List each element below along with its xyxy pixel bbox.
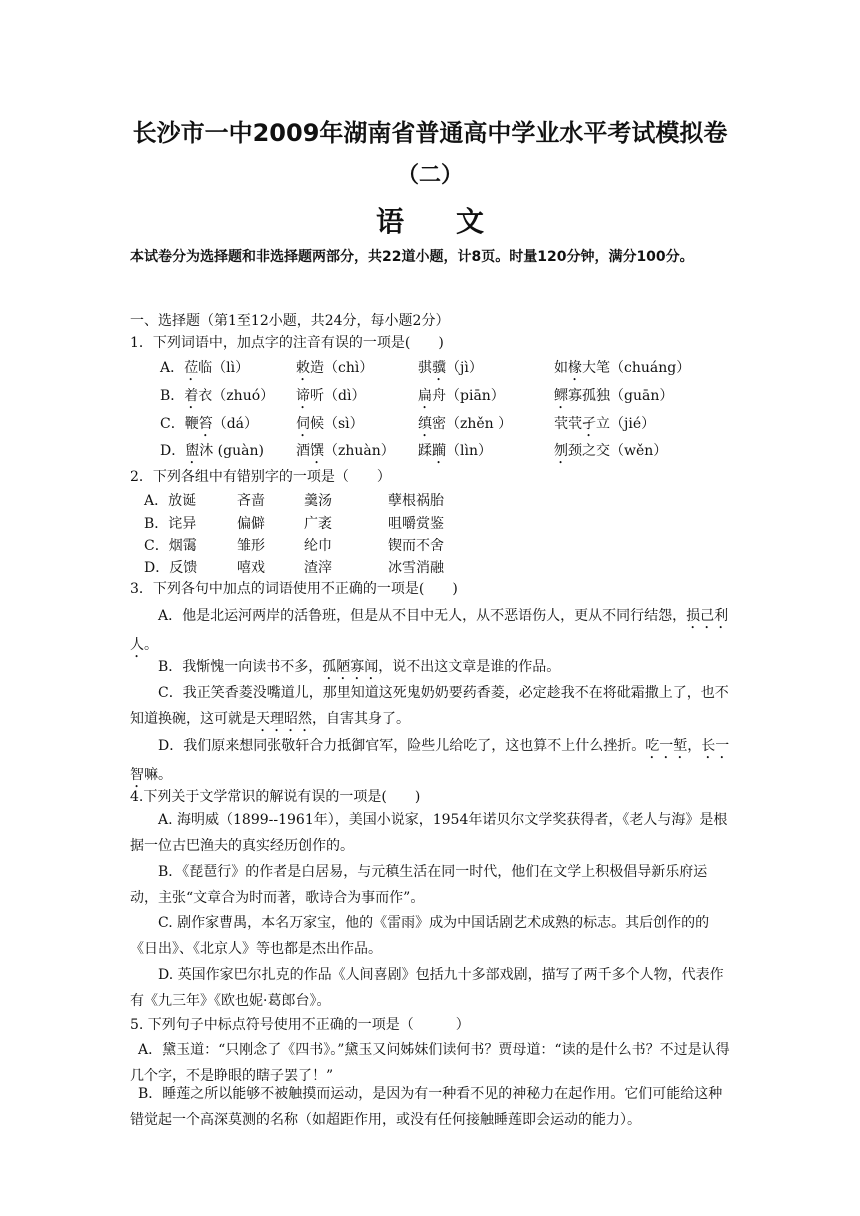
q2-a-2: 吝啬 bbox=[237, 493, 265, 509]
q4-option-b: B．《琵琶行》的作者是白居易，与元稹生活在同一时代，他们在文学上积极倡导新乐府运动，主张“文章合为时而著，歌诗合为事而作”。 bbox=[130, 864, 708, 906]
q2-d-2: 嘻戏 bbox=[237, 560, 265, 576]
q2-b-2: 偏僻 bbox=[237, 516, 265, 532]
q2-b-3: 广袤 bbox=[304, 516, 332, 532]
q3-c-dotted: 天理昭然 bbox=[256, 711, 312, 727]
q2-d-3: 渣滓 bbox=[304, 560, 332, 576]
question-1-stem: 1．下列词语中，加点字的注音有误的一项是( ) bbox=[130, 335, 444, 351]
q3-d-dotted: 吃一堑，长一智 bbox=[130, 738, 730, 783]
q2-b-4: 咀嚼赏鉴 bbox=[388, 516, 444, 532]
q1-b-2: 谛听（dì） bbox=[296, 388, 366, 404]
q2-d-4: 冰雪消融 bbox=[388, 560, 444, 576]
section-heading: 一、选择题（第1至12小题，共24分，每小题2分） bbox=[130, 313, 450, 329]
q3-c-end: ，自害其身了。 bbox=[312, 711, 410, 727]
q3-d-text: D．我们原来想同张敬轩合力抵御官军，险些儿给吃了，这也算不上什么挫折。 bbox=[158, 738, 646, 754]
exam-subtitle: （二） bbox=[396, 163, 463, 188]
q1-b-3: 扁舟（piān） bbox=[418, 388, 505, 404]
q3-b-end: ，说不出这文章是谁的作品。 bbox=[378, 659, 561, 675]
q5-option-a: A．黛玉道：“只刚念了《四书》。”黛玉又问姊妹们读何书？贾母道：“读的是什么书？不过是认得几个字，不是睁眼的瞎子罢了！” bbox=[130, 1042, 730, 1084]
q3-b-dotted: 孤陋寡闻 bbox=[322, 659, 379, 675]
q1-c-2: 伺候（sì） bbox=[296, 416, 364, 432]
q1-a-2: 敕造（chì） bbox=[296, 360, 374, 376]
q3-c-text: C．我正笑香菱没嘴道儿，那里知道这死鬼奶奶要药香菱，必定趁我不在将砒霜撒上了，也不知道换碗，这可就是 bbox=[130, 685, 729, 727]
q3-option-d bbox=[130, 733, 735, 791]
q2-c-1: C．烟霭 bbox=[144, 538, 197, 554]
q3-a-end: 。 bbox=[144, 637, 158, 653]
q2-c-2: 雏形 bbox=[237, 538, 265, 554]
q1-b-4: 鳏寡孤独（guān） bbox=[554, 388, 674, 404]
q3-d-end: 嘛。 bbox=[144, 767, 172, 783]
q1-c-1: C．鞭笞（dá） bbox=[160, 416, 259, 432]
q1-d-2: 酒馔（zhuàn） bbox=[296, 443, 395, 459]
q3-option-c bbox=[130, 680, 735, 735]
q1-a-1: A．莅临（lì） bbox=[160, 360, 250, 376]
q1-b-1: B．着衣（zhuó） bbox=[160, 388, 275, 404]
q2-c-4: 锲而不舍 bbox=[388, 538, 444, 554]
q2-a-1: A．放诞 bbox=[144, 493, 197, 509]
q3-option-b bbox=[130, 654, 735, 683]
q1-a-4: 如椽大笔（chuáng） bbox=[554, 360, 691, 376]
exam-title: 长沙市一中2009年湖南省普通高中学业水平考试模拟卷 bbox=[132, 119, 728, 147]
q3-b-text: B．我惭愧一向读书不多， bbox=[158, 659, 323, 675]
q2-b-1: B．诧异 bbox=[144, 516, 197, 532]
q4-option-c: C. 剧作家曹禺，本名万家宝，他的《雷雨》成为中国话剧艺术成熟的标志。其后创作的的《日出》、《北京人》等也都是杰出作品。 bbox=[130, 915, 710, 957]
q2-a-3: 羹汤 bbox=[304, 493, 332, 509]
q5-option-b: B．睡莲之所以能够不被触摸而运动，是因为有一种看不见的神秘力在起作用。它们可能给这种错觉起一个高深莫测的名称（如超距作用，或没有任何接触睡莲即会运动的能力）。 bbox=[130, 1086, 723, 1128]
q2-a-4: 孽根祸胎 bbox=[388, 493, 444, 509]
question-5-stem: 5. 下列句子中标点符号使用不正确的一项是（ ） bbox=[130, 1017, 470, 1033]
q1-a-3: 骐骥（jì） bbox=[418, 360, 483, 376]
q4-option-a: A. 海明威（1899--1961年），美国小说家，1954年诺贝尔文学奖获得者，《老人与海》是根据一位古巴渔夫的真实经历创作的。 bbox=[130, 812, 728, 854]
q4-option-d: D. 英国作家巴尔扎克的作品《人间喜剧》包括九十多部戏剧，描写了两千多个人物，代表作有《九三年》《欧也妮·葛郎台》。 bbox=[130, 967, 724, 1009]
q3-option-a bbox=[130, 603, 735, 661]
q1-d-1: D．盥沐 (guàn) bbox=[160, 443, 264, 459]
subject-title: 语文 bbox=[375, 205, 536, 238]
question-2-stem: 2．下列各组中有错别字的一项是（ ） bbox=[130, 469, 391, 485]
q3-a-dotted: 损己利人 bbox=[130, 608, 729, 653]
question-3-stem: 3．下列各句中加点的词语使用不正确的一项是( ) bbox=[130, 581, 458, 597]
q2-c-3: 纶巾 bbox=[304, 538, 332, 554]
q1-d-4: 刎颈之交（wěn） bbox=[554, 443, 668, 459]
q1-c-4: 茕茕孑立（jié） bbox=[554, 416, 656, 432]
question-4-stem: 4.下列关于文学常识的解说有误的一项是( ) bbox=[130, 789, 421, 805]
exam-intro: 本试卷分为选择题和非选择题两部分，共22道小题，计8页。时量120分钟，满分100分。 bbox=[130, 249, 694, 265]
q3-a-text: A．他是北运河两岸的活鲁班，但是从不目中无人，从不恶语伤人，更从不同行结怨， bbox=[158, 608, 687, 624]
q1-c-3: 缜密（zhěn ） bbox=[418, 416, 513, 432]
q2-d-1: D．反馈 bbox=[144, 560, 198, 576]
q1-d-3: 蹂躏（lìn） bbox=[418, 443, 492, 459]
